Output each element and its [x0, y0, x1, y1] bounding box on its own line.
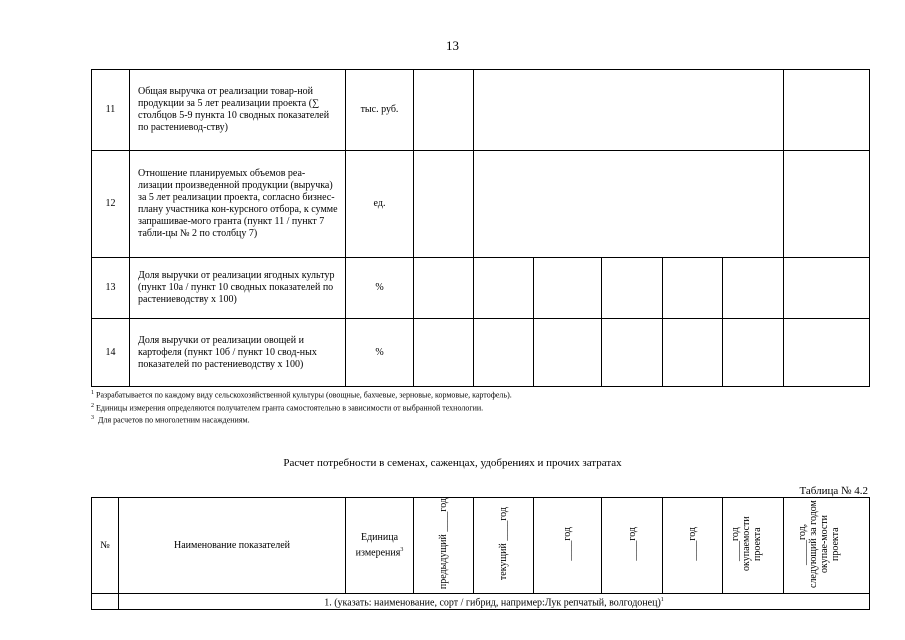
- cell: [784, 319, 870, 387]
- section-title: Расчет потребности в семенах, саженцах, удобрениях и прочих затратах: [283, 457, 622, 469]
- header-year-text: ____год: [687, 526, 698, 561]
- header-year-text: ____год: [562, 526, 573, 561]
- row-number: 12: [92, 151, 130, 258]
- table-row: [92, 151, 870, 258]
- header-payback-year: [723, 498, 784, 594]
- cell: [723, 258, 784, 319]
- footnote: [91, 401, 881, 414]
- section-row-label: 1. (указать: наименование, сорт / гибрид, например:Лук репчатый, волгодонец): [324, 597, 661, 609]
- page-number: 13: [446, 38, 459, 53]
- footnote-text: Для расчетов по многолетним насаждениям.: [98, 415, 250, 425]
- row-name: Доля выручки от реализации овощей и картофеля (пункт 10б / пункт 10 свод-ных показателей по растениеводству х 100): [130, 319, 346, 387]
- footnote-text: Разрабатывается по каждому виду сельскохозяйственной культуры (овощные, бахчевые, зерновые, кормовые, картофель).: [96, 390, 512, 400]
- merged-cell: [474, 70, 784, 151]
- merged-cell: [474, 151, 784, 258]
- footnotes: [91, 388, 881, 426]
- row-unit: %: [346, 319, 414, 387]
- cell: [414, 70, 474, 151]
- cell: [784, 70, 870, 151]
- table-label: Таблица № 4.2: [799, 485, 868, 497]
- header-unit-sup: 3: [400, 546, 404, 553]
- header-unit-text: Единица измерения: [355, 531, 401, 559]
- cell: [602, 319, 663, 387]
- section-row-sup: 1: [660, 597, 664, 604]
- header-next-year: [784, 498, 870, 594]
- cell: [663, 258, 723, 319]
- header-year-text: ____год: [626, 526, 638, 561]
- cell: [723, 319, 784, 387]
- header-current-year-text: текущий ____год: [498, 507, 509, 581]
- cell: [602, 258, 663, 319]
- row-unit: тыс. руб.: [346, 70, 414, 151]
- cell: [784, 151, 870, 258]
- footnote-mark: 1: [91, 390, 94, 396]
- row-unit: ед.: [346, 151, 414, 258]
- row-name: Доля выручки от реализации ягодных культур (пункт 10а / пункт 10 сводных показателей по растениеводству х 100): [130, 258, 346, 319]
- footnote-text: Единицы измерения определяются получателем гранта самостоятельно в зависимости от выбранной технологии.: [96, 403, 484, 413]
- cell: [663, 319, 723, 387]
- row-number: 14: [92, 319, 130, 387]
- table-row: [92, 319, 870, 387]
- header-prev-year: [414, 498, 474, 594]
- row-number: 13: [92, 258, 130, 319]
- row-name: Отношение планируемых объемов реа-лизации произведенной продукции (выручка) за 5 лет реализации проекта, согласно бизнес-плану участника кон-курсного отбора, к сумме запрашивае-мого гранта (пункт 11 / пункт 7 табли-цы № 2 по столбцу 7): [130, 151, 346, 258]
- cell: [414, 151, 474, 258]
- footnote: [91, 388, 881, 401]
- indicators-table-continuation: [91, 69, 870, 387]
- cell: [534, 319, 602, 387]
- cell: [414, 258, 474, 319]
- header-number: №: [92, 498, 119, 594]
- section-row-text: [119, 594, 870, 610]
- header-prev-year-text: предыдущий ____год: [438, 498, 449, 590]
- footnote-mark: 2: [91, 402, 94, 409]
- header-row: [92, 498, 870, 594]
- header-current-year: [474, 498, 534, 594]
- cell: [474, 258, 534, 319]
- row-name: Общая выручка от реализации товар-ной продукции за 5 лет реализации проекта (∑ столбцов 5-9 пункта 10 сводных показателей по растениевод-ству): [130, 70, 346, 151]
- header-payback-year-text: ____год окупаемости проекта: [730, 516, 763, 571]
- cell: [784, 258, 870, 319]
- header-next-year-text: _____год, следующий за годом окупае-мости проекта: [796, 499, 841, 588]
- footnote: [91, 413, 881, 426]
- seed-needs-table: [91, 497, 870, 610]
- header-name: Наименование показателей: [119, 498, 346, 594]
- cell: [534, 258, 602, 319]
- cell: [92, 594, 119, 610]
- header-unit: [346, 498, 414, 594]
- footnote-mark: 3: [91, 415, 94, 422]
- row-unit: %: [346, 258, 414, 319]
- header-year-3: [663, 498, 723, 594]
- table-row: [92, 70, 870, 151]
- header-year-1: [534, 498, 602, 594]
- section-row: [92, 594, 870, 610]
- cell: [474, 319, 534, 387]
- row-number: 11: [92, 70, 130, 151]
- table-row: [92, 258, 870, 319]
- header-year-2: [602, 498, 663, 594]
- cell: [414, 319, 474, 387]
